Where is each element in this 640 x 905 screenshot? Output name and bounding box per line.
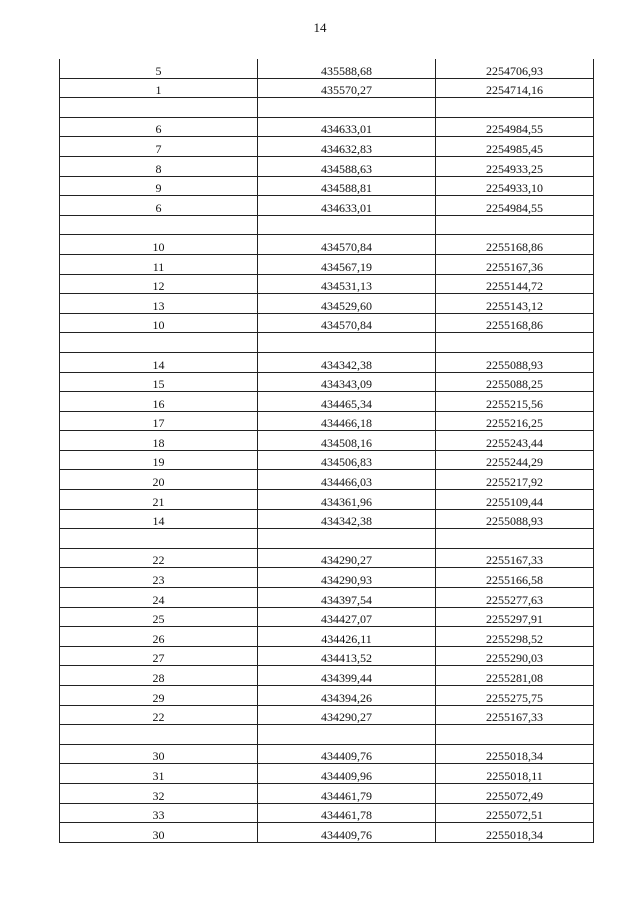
x-coordinate-cell: 434361,96 (258, 490, 436, 510)
table-row (60, 78, 594, 98)
table-row (60, 176, 594, 196)
table-row (60, 392, 594, 412)
y-coordinate-cell: 2255167,33 (436, 705, 594, 725)
x-coordinate-cell: 434427,07 (258, 607, 436, 627)
table-row (60, 568, 594, 588)
table-row-separator (60, 98, 594, 118)
x-coordinate-cell: 435570,27 (258, 78, 436, 98)
point-number-cell: 27 (60, 646, 258, 666)
point-number-cell: 33 (60, 803, 258, 823)
x-coordinate-cell: 434426,11 (258, 627, 436, 647)
point-number-cell: 22 (60, 705, 258, 725)
x-coordinate-cell: 434508,16 (258, 431, 436, 451)
x-coordinate-cell: 434632,83 (258, 137, 436, 157)
table-row-separator (60, 529, 594, 549)
x-coordinate-cell: 434531,13 (258, 274, 436, 294)
point-number-cell: 20 (60, 470, 258, 490)
point-number-cell: 6 (60, 117, 258, 137)
point-number-cell: 25 (60, 607, 258, 627)
table-row (60, 744, 594, 764)
point-number-cell: 10 (60, 313, 258, 333)
table-row (60, 59, 594, 78)
y-coordinate-cell: 2255088,25 (436, 372, 594, 392)
table-row (60, 607, 594, 627)
coordinate-table-body (60, 59, 594, 842)
point-number-cell: 23 (60, 568, 258, 588)
point-number-cell: 15 (60, 372, 258, 392)
y-coordinate-cell: 2255277,63 (436, 588, 594, 608)
x-coordinate-cell: 434397,54 (258, 588, 436, 608)
table-row (60, 313, 594, 333)
point-number-cell: 8 (60, 156, 258, 176)
x-coordinate-cell (258, 529, 436, 549)
x-coordinate-cell: 434409,76 (258, 823, 436, 843)
y-coordinate-cell: 2255217,92 (436, 470, 594, 490)
x-coordinate-cell: 434633,01 (258, 196, 436, 216)
y-coordinate-cell: 2255297,91 (436, 607, 594, 627)
y-coordinate-cell: 2255168,86 (436, 313, 594, 333)
point-number-cell (60, 98, 258, 118)
y-coordinate-cell: 2255018,34 (436, 823, 594, 843)
x-coordinate-cell: 434461,79 (258, 783, 436, 803)
point-number-cell (60, 333, 258, 353)
table-row (60, 490, 594, 510)
point-number-cell: 10 (60, 235, 258, 255)
point-number-cell: 21 (60, 490, 258, 510)
y-coordinate-cell: 2255166,58 (436, 568, 594, 588)
x-coordinate-cell (258, 333, 436, 353)
y-coordinate-cell: 2255072,51 (436, 803, 594, 823)
table-row (60, 411, 594, 431)
table-row-separator (60, 333, 594, 353)
point-number-cell: 14 (60, 352, 258, 372)
y-coordinate-cell: 2255167,36 (436, 254, 594, 274)
table-row (60, 294, 594, 314)
point-number-cell: 5 (60, 59, 258, 78)
x-coordinate-cell: 434466,03 (258, 470, 436, 490)
y-coordinate-cell (436, 725, 594, 745)
point-number-cell: 6 (60, 196, 258, 216)
point-number-cell: 14 (60, 509, 258, 529)
x-coordinate-cell: 434342,38 (258, 509, 436, 529)
x-coordinate-cell: 434290,27 (258, 548, 436, 568)
y-coordinate-cell: 2255144,72 (436, 274, 594, 294)
point-number-cell: 28 (60, 666, 258, 686)
y-coordinate-cell: 2255072,49 (436, 783, 594, 803)
y-coordinate-cell: 2255088,93 (436, 352, 594, 372)
table-row (60, 117, 594, 137)
y-coordinate-cell: 2255168,86 (436, 235, 594, 255)
y-coordinate-cell: 2255275,75 (436, 686, 594, 706)
y-coordinate-cell: 2255244,29 (436, 450, 594, 470)
table-row (60, 274, 594, 294)
y-coordinate-cell: 2255143,12 (436, 294, 594, 314)
point-number-cell: 29 (60, 686, 258, 706)
table-row (60, 450, 594, 470)
y-coordinate-cell: 2255290,03 (436, 646, 594, 666)
x-coordinate-cell: 434588,63 (258, 156, 436, 176)
y-coordinate-cell (436, 529, 594, 549)
table-row (60, 823, 594, 843)
y-coordinate-cell (436, 333, 594, 353)
table-row (60, 509, 594, 529)
table-row (60, 431, 594, 451)
point-number-cell (60, 215, 258, 235)
table-row (60, 783, 594, 803)
x-coordinate-cell: 434570,84 (258, 235, 436, 255)
x-coordinate-cell: 434465,34 (258, 392, 436, 412)
point-number-cell: 11 (60, 254, 258, 274)
x-coordinate-cell (258, 725, 436, 745)
point-number-cell: 30 (60, 744, 258, 764)
point-number-cell: 32 (60, 783, 258, 803)
table-row (60, 254, 594, 274)
page-number: 14 (313, 20, 327, 35)
point-number-cell: 7 (60, 137, 258, 157)
table-row (60, 352, 594, 372)
point-number-cell: 9 (60, 176, 258, 196)
x-coordinate-cell: 434409,96 (258, 764, 436, 784)
x-coordinate-cell: 434409,76 (258, 744, 436, 764)
point-number-cell: 24 (60, 588, 258, 608)
y-coordinate-cell: 2254984,55 (436, 196, 594, 216)
x-coordinate-cell: 434343,09 (258, 372, 436, 392)
coordinate-table (59, 59, 594, 843)
y-coordinate-cell: 2254984,55 (436, 117, 594, 137)
table-row (60, 548, 594, 568)
y-coordinate-cell: 2254706,93 (436, 59, 594, 78)
table-row (60, 137, 594, 157)
y-coordinate-cell: 2255109,44 (436, 490, 594, 510)
point-number-cell: 16 (60, 392, 258, 412)
point-number-cell: 22 (60, 548, 258, 568)
y-coordinate-cell: 2255281,08 (436, 666, 594, 686)
x-coordinate-cell: 435588,68 (258, 59, 436, 78)
point-number-cell: 19 (60, 450, 258, 470)
x-coordinate-cell: 434567,19 (258, 254, 436, 274)
table-row-separator (60, 725, 594, 745)
y-coordinate-cell: 2254985,45 (436, 137, 594, 157)
table-row (60, 646, 594, 666)
y-coordinate-cell: 2255298,52 (436, 627, 594, 647)
y-coordinate-cell: 2255243,44 (436, 431, 594, 451)
table-row (60, 686, 594, 706)
x-coordinate-cell: 434290,27 (258, 705, 436, 725)
x-coordinate-cell: 434570,84 (258, 313, 436, 333)
x-coordinate-cell: 434506,83 (258, 450, 436, 470)
point-number-cell: 26 (60, 627, 258, 647)
x-coordinate-cell (258, 215, 436, 235)
table-row (60, 372, 594, 392)
y-coordinate-cell: 2254933,10 (436, 176, 594, 196)
point-number-cell: 17 (60, 411, 258, 431)
table-row (60, 627, 594, 647)
x-coordinate-cell: 434342,38 (258, 352, 436, 372)
table-row (60, 588, 594, 608)
point-number-cell: 1 (60, 78, 258, 98)
x-coordinate-cell: 434290,93 (258, 568, 436, 588)
y-coordinate-cell: 2255216,25 (436, 411, 594, 431)
y-coordinate-cell: 2255018,11 (436, 764, 594, 784)
y-coordinate-cell (436, 98, 594, 118)
x-coordinate-cell: 434588,81 (258, 176, 436, 196)
table-row (60, 470, 594, 490)
table-row (60, 764, 594, 784)
table-row (60, 705, 594, 725)
x-coordinate-cell: 434461,78 (258, 803, 436, 823)
point-number-cell: 30 (60, 823, 258, 843)
x-coordinate-cell: 434529,60 (258, 294, 436, 314)
table-row (60, 196, 594, 216)
point-number-cell: 31 (60, 764, 258, 784)
x-coordinate-cell: 434394,26 (258, 686, 436, 706)
table-row-separator (60, 215, 594, 235)
x-coordinate-cell: 434633,01 (258, 117, 436, 137)
y-coordinate-cell: 2254714,16 (436, 78, 594, 98)
x-coordinate-cell: 434466,18 (258, 411, 436, 431)
x-coordinate-cell (258, 98, 436, 118)
y-coordinate-cell: 2254933,25 (436, 156, 594, 176)
point-number-cell: 13 (60, 294, 258, 314)
table-row (60, 803, 594, 823)
x-coordinate-cell: 434399,44 (258, 666, 436, 686)
point-number-cell (60, 529, 258, 549)
y-coordinate-cell: 2255088,93 (436, 509, 594, 529)
y-coordinate-cell: 2255167,33 (436, 548, 594, 568)
table-row (60, 235, 594, 255)
x-coordinate-cell: 434413,52 (258, 646, 436, 666)
y-coordinate-cell: 2255018,34 (436, 744, 594, 764)
point-number-cell (60, 725, 258, 745)
y-coordinate-cell (436, 215, 594, 235)
point-number-cell: 18 (60, 431, 258, 451)
point-number-cell: 12 (60, 274, 258, 294)
table-row (60, 156, 594, 176)
table-row (60, 666, 594, 686)
y-coordinate-cell: 2255215,56 (436, 392, 594, 412)
